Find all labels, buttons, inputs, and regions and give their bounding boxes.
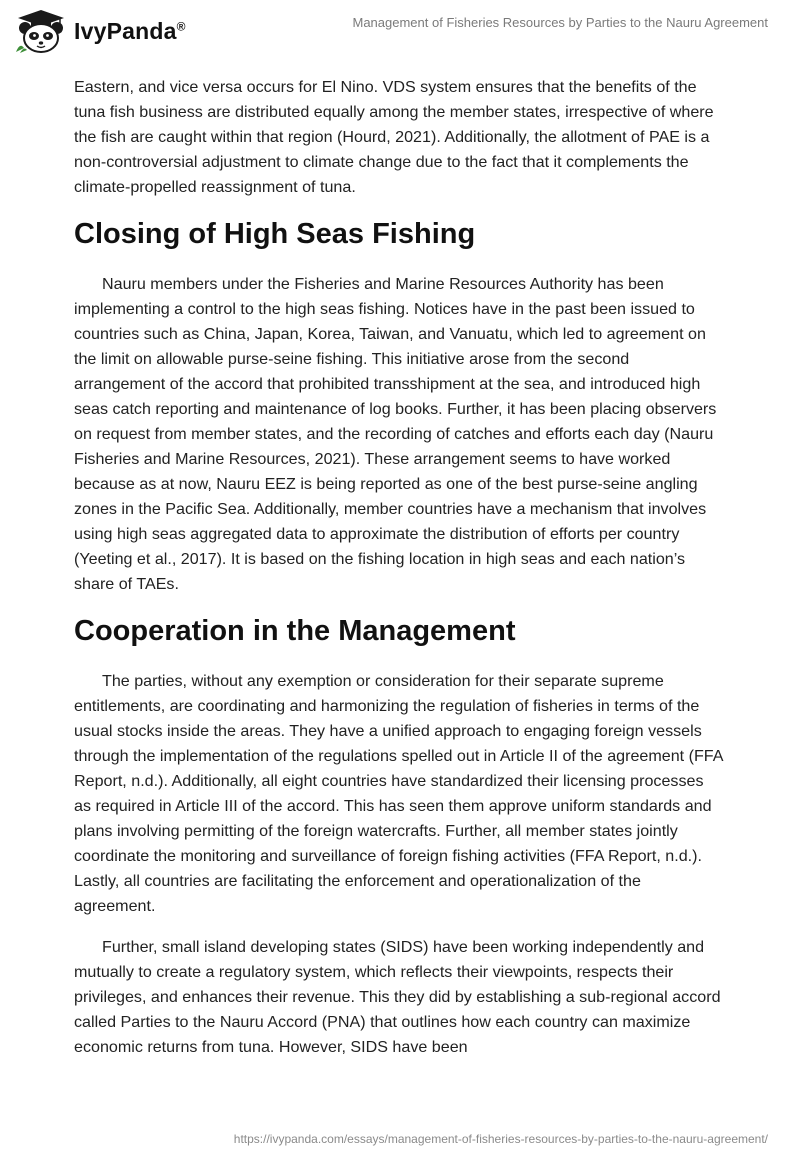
document-title-link[interactable]: Management of Fisheries Resources by Parties to the Nauru Agreement: [352, 15, 768, 30]
panda-graduate-icon: [14, 8, 68, 54]
essay-content: [74, 75, 724, 1076]
ivypanda-logo[interactable]: [14, 8, 186, 54]
section-heading-cooperation: Cooperation in the Management: [74, 615, 516, 647]
section-heading-high-seas: Closing of High Seas Fishing: [74, 218, 476, 250]
paragraph: Further, small island developing states (SIDS) have been working independently and mutually to create a regulatory system, which reflects their viewpoints, respects their privileges, and enhances their revenue. This they did by establishing a sub-regional accord called Parties to the Nauru Accord (PNA) that outlines how each country can maximize economic returns from tuna. However, SIDS have been: [74, 938, 721, 1056]
paragraph-continuation: Eastern, and vice versa occurs for El Nino. VDS system ensures that the benefits of the tuna fish business are distributed equally among the member states, irrespective of where the fish are caught within that region (Hourd, 2021). Additionally, the allotment of PAE is a non-controversial adjustment to climate change due to the fact that it complements the climate-propelled reassignment of tuna.: [74, 78, 714, 196]
page-header: [0, 0, 800, 60]
paragraph: The parties, without any exemption or consideration for their separate supreme entitlements, are coordinating and harmonizing the regulation of fisheries in terms of the usual stocks inside the areas. They have a unified approach to engaging foreign vessels through the implementation of the regulations spelled out in Article II of the agreement (FFA Report, n.d.). Additionally, all eight countries have standardized their licensing processes as required in Article III of the accord. This has seen them approve uniform standards and plans involving permitting of the foreign watercrafts. Further, all member states jointly coordinate the monitoring and surveillance of foreign fishing activities (FFA Report, n.d.). Lastly, all countries are facilitating the enforcement and operationalization of the agreement.: [74, 672, 723, 915]
source-url-link[interactable]: https://ivypanda.com/essays/management-of-fisheries-resources-by-parties-to-the-nauru-agreement/: [233, 1132, 768, 1146]
logo-wordmark: IvyPanda®: [74, 17, 186, 44]
paragraph: Nauru members under the Fisheries and Marine Resources Authority has been implementing a control to the high seas fishing. Notices have in the past been issued to countries such as China, Japan, Korea, Taiwan, and Vanuatu, which led to agreement on the limit on allowable purse-seine fishing. This initiative arose from the second arrangement of the accord that prohibited transshipment at the sea, and introduced high seas catch reporting and maintenance of log books. Further, it has been placing observers on request from member states, and the recording of catches and efforts each day (Nauru Fisheries and Marine Resources, 2021). These arrangement seems to have worked because as at now, Nauru EEZ is being reported as one of the best purse-seine angling zones in the Pacific Sea. Additionally, member countries have a mechanism that involves using high seas aggregated data to approximate the distribution of efforts per country (Yeeting et al., 2017). It is based on the fishing location in high seas and each nation’s share of TAEs.: [74, 275, 717, 593]
